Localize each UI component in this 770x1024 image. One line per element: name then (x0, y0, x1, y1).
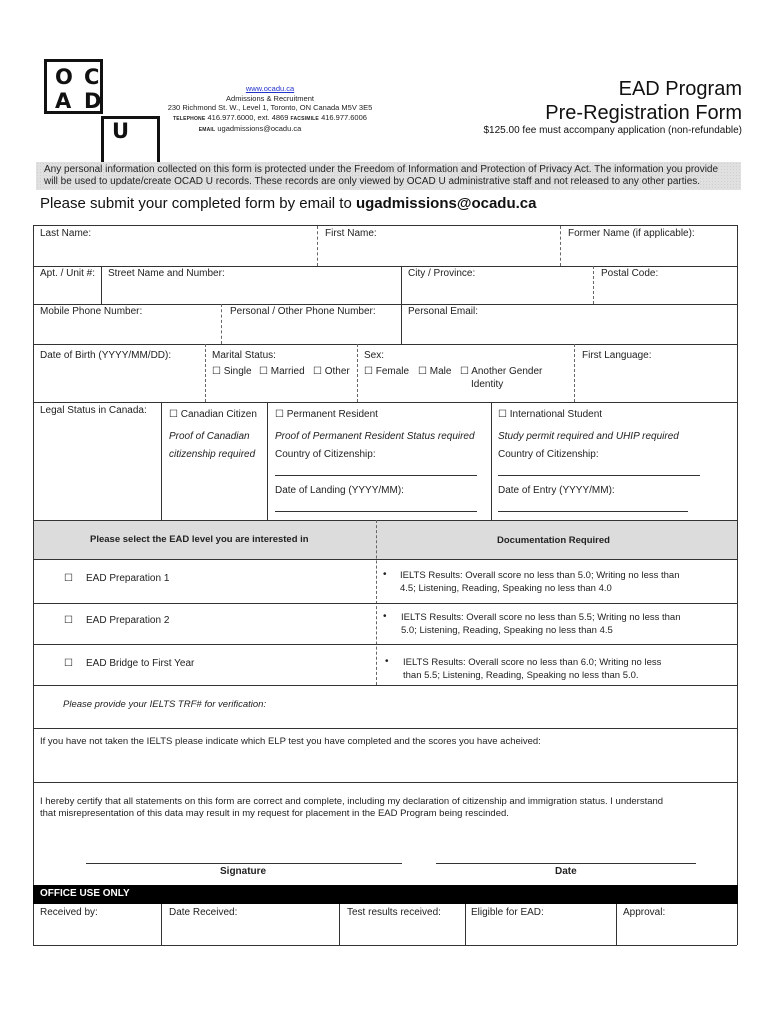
email-label: EMAIL (198, 127, 216, 133)
canadian-proof-note-2: citizenship required (169, 449, 256, 460)
submit-instruction (40, 195, 536, 212)
signature-label: Signature (220, 866, 267, 877)
permanent-country-field[interactable] (275, 475, 477, 476)
ead-prep2-checkbox[interactable]: ☐ (64, 615, 73, 626)
ead-prep1-doc-line1: IELTS Results: Overall score no less than 5.0; Writing no less than (400, 570, 680, 581)
form-title-line1: EAD Program (618, 78, 742, 100)
ielts-trf-field[interactable] (290, 695, 730, 715)
logo-letter-a: A (55, 89, 72, 113)
ead-prep2-bullet: • (383, 611, 387, 622)
ead-prep2-label: EAD Preparation 2 (86, 615, 170, 626)
sex-male-checkbox[interactable]: ☐ Male (418, 366, 452, 377)
sex-female-checkbox[interactable]: ☐ Female (364, 366, 410, 377)
sex-identity-label: Identity (471, 379, 504, 390)
permanent-country-label: Country of Citizenship: (275, 449, 376, 460)
sex-another-gender-checkbox[interactable]: ☐ Another Gender (460, 366, 543, 377)
permanent-landing-field[interactable] (275, 511, 477, 512)
apt-unit-field[interactable] (34, 280, 100, 302)
ead-bridge-doc-line2: than 5.5; Listening, Reading, Speaking no less than 5.0. (403, 670, 639, 681)
sex-label: Sex: (364, 350, 385, 361)
fee-notice: $125.00 fee must accompany application (non-refundable) (483, 125, 742, 136)
ocadu-logo (44, 59, 164, 149)
address: 230 Richmond St. W., Level 1, Toronto, ON Canada M5V 3E5 (167, 103, 373, 112)
international-country-label: Country of Citizenship: (498, 449, 599, 460)
email: ugadmissions@ocadu.ca (217, 124, 302, 133)
marital-status-label: Marital Status: (212, 350, 276, 361)
elp-test-label: If you have not taken the IELTS please indicate which ELP test you have completed and the scores you have acheived: (40, 736, 541, 747)
international-country-field[interactable] (498, 475, 700, 476)
documentation-header: Documentation Required (497, 535, 610, 546)
mobile-phone-field[interactable] (34, 318, 220, 342)
ielts-trf-label: Please provide your IELTS TRF# for verification: (63, 699, 267, 710)
facsimile-label: FACSIMILE (290, 115, 319, 122)
ead-prep1-checkbox[interactable]: ☐ (64, 573, 73, 584)
ead-prep1-label: EAD Preparation 1 (86, 573, 170, 584)
international-student-checkbox[interactable]: ☐ International Student (498, 409, 603, 420)
website-link[interactable]: www.ocadu.ca (245, 84, 295, 93)
elp-test-field[interactable] (34, 750, 736, 780)
city-province-label: City / Province: (408, 268, 476, 279)
marital-single-checkbox[interactable]: ☐ Single (212, 366, 252, 377)
marital-married-checkbox[interactable]: ☐ Married (259, 366, 305, 377)
street-label: Street Name and Number: (108, 268, 225, 279)
postal-code-label: Postal Code: (601, 268, 659, 279)
date-label: Date (555, 866, 577, 877)
facsimile: 416.977.6006 (321, 112, 367, 122)
department: Admissions & Recruitment (226, 93, 314, 103)
office-use-title: OFFICE USE ONLY (40, 888, 130, 899)
other-phone-label: Personal / Other Phone Number: (230, 306, 376, 317)
eligible-label: Eligible for EAD: (471, 907, 544, 918)
first-language-field[interactable] (575, 362, 736, 400)
certify-line1: I hereby certify that all statements on this form are correct and complete, including my declaration of citizenship and immigration status. I understand (40, 796, 664, 807)
apt-unit-label: Apt. / Unit #: (40, 268, 96, 279)
ead-bridge-bullet: • (385, 656, 389, 667)
last-name-label: Last Name: (40, 228, 92, 239)
international-permit-note: Study permit required and UHIP required (498, 431, 679, 442)
former-name-label: Former Name (if applicable): (568, 228, 695, 239)
form-title-line2: Pre-Registration Form (545, 102, 742, 124)
ead-bridge-doc-line1: IELTS Results: Overall score no less than 6.0; Writing no less (403, 657, 662, 668)
dob-label: Date of Birth (YYYY/MM/DD): (40, 350, 172, 361)
contact-block (160, 84, 380, 136)
first-name-field[interactable] (318, 240, 559, 264)
street-field[interactable] (102, 280, 400, 302)
received-by-label: Received by: (40, 907, 98, 918)
canadian-proof-note-1: Proof of Canadian (169, 431, 250, 442)
logo-letter-u: U (112, 119, 130, 143)
email-line (120, 124, 380, 136)
ead-bridge-label: EAD Bridge to First Year (86, 658, 195, 669)
marital-other-checkbox[interactable]: ☐ Other (313, 366, 350, 377)
international-entry-field[interactable] (498, 511, 688, 512)
ead-level-header: Please select the EAD level you are interested in (90, 534, 309, 545)
canadian-citizen-checkbox[interactable]: ☐ Canadian Citizen (169, 409, 257, 420)
logo-letter-c: C (84, 65, 100, 89)
international-entry-label: Date of Entry (YYYY/MM): (498, 485, 615, 496)
telephone: 416.977.6000, ext. 4869 (207, 112, 289, 122)
test-results-label: Test results received: (347, 907, 441, 918)
logo-letter-d: D (84, 89, 102, 113)
approval-label: Approval: (623, 907, 666, 918)
signature-line[interactable] (86, 863, 402, 864)
personal-email-label: Personal Email: (408, 306, 479, 317)
telephone-label: TELEPHONE (173, 115, 206, 122)
office-use-header (33, 885, 738, 904)
first-name-label: First Name: (325, 228, 377, 239)
ead-prep1-bullet: • (383, 569, 387, 580)
certify-line2: that misrepresentation of this data may result in my request for placement in the EAD Program being rescinded. (40, 808, 509, 819)
date-received-label: Date Received: (169, 907, 238, 918)
other-phone-field[interactable] (222, 318, 400, 342)
permanent-resident-checkbox[interactable]: ☐ Permanent Resident (275, 409, 378, 420)
mobile-phone-label: Mobile Phone Number: (40, 306, 143, 317)
ead-prep2-doc-line2: 5.0; Listening, Reading, Speaking no less than 4.5 (401, 625, 613, 636)
submit-prefix: Please submit your completed form by email to (40, 195, 356, 212)
date-line[interactable] (436, 863, 696, 864)
postal-code-field[interactable] (594, 280, 736, 302)
logo-letter-o: O (55, 65, 73, 89)
city-province-field[interactable] (402, 280, 592, 302)
former-name-field[interactable] (561, 240, 736, 264)
legal-status-label: Legal Status in Canada: (40, 405, 147, 416)
first-language-label: First Language: (582, 350, 652, 361)
permanent-proof-note: Proof of Permanent Resident Status required (275, 431, 475, 442)
last-name-field[interactable] (34, 240, 316, 264)
privacy-notice: Any personal information collected on this form is protected under the Freedom of Information and Protection of Privacy Act. The information you provide will be used to update/create OCAD U records. These records are only viewed by OCAD U administrative staff and not released to any other parties. (36, 162, 741, 190)
ead-prep1-doc-line2: 4.5; Listening, Reading, Speaking no less than 4.0 (400, 583, 612, 594)
ead-bridge-checkbox[interactable]: ☐ (64, 658, 73, 669)
permanent-landing-label: Date of Landing (YYYY/MM): (275, 485, 404, 496)
personal-email-field[interactable] (402, 318, 736, 342)
submit-email: ugadmissions@ocadu.ca (355, 195, 537, 212)
ead-prep2-doc-line1: IELTS Results: Overall score no less than 5.5; Writing no less than (401, 612, 681, 623)
telephone-line (160, 113, 380, 125)
